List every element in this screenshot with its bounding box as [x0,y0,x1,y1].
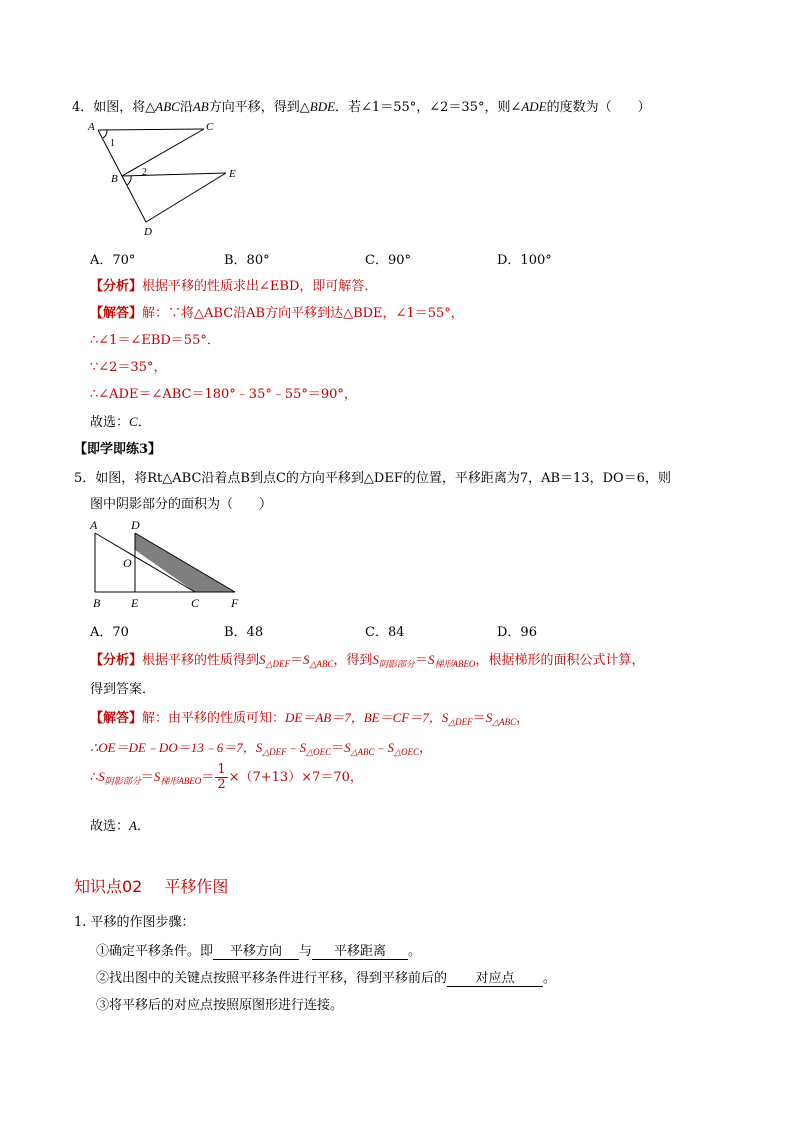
q5-option-a[interactable]: A．70 [90,625,129,640]
answer-tag: 【解答】 [90,306,143,321]
answer-tag: 【解答】 [90,711,143,726]
label-O: O [123,556,132,570]
label-A: A [90,518,98,532]
label-angle-2: 2 [142,167,147,178]
q4-option-c[interactable]: C．90° [365,253,411,268]
segment-be [122,173,226,176]
q4-option-d[interactable]: D．100° [497,253,552,268]
section-heading-title: 平移作图 [164,877,229,896]
analysis-tag: 【分析】 [90,279,143,294]
q4-figure [86,118,246,240]
label-B: B [111,173,118,185]
q4-option-b[interactable]: B．80° [224,253,270,268]
step-2: ②找出图中的关键点按照平移条件进行平移，得到平移前后的 对应点 。 [96,967,556,987]
q4-stem: 4．如图，将△ABC沿AB方向平移，得到△BDE．若∠1＝55°，∠2＝35°，则∠ADE的度数为（ ） [72,99,651,115]
q5-option-b[interactable]: B．48 [224,625,264,640]
q5-stem-line2: 图中阴影部分的面积为（ ） [90,497,273,512]
q5-option-c[interactable]: C．84 [365,625,405,640]
q5-stem-line1: 5．如图，将Rt△ABC沿着点B到点C的方向平移到△DEF的位置，平移距离为7，AB＝13，DO＝6，则 [74,471,671,486]
label-A: A [88,121,95,133]
section-item-1: 1. 平移的作图步骤： [74,915,195,930]
label-D: D [144,226,152,238]
segment-ac [98,129,204,130]
label-E: E [131,596,139,610]
segment-cb [122,129,204,176]
step-3: ③将平移后的对应点按照原图形进行连接。 [96,998,344,1013]
q4-answer-line2: ∴∠1＝∠EBD＝55°． [90,333,220,348]
fraction-one-half: $\frac{1}{2}$ [217,762,226,792]
q4-choice: 故选：C． [90,414,151,430]
q5-analysis-line1: 【分析】根据平移的性质得到$S_{\triangle DEF}=S_{\triangle ABC}$，得到$S_{阴影部分}=S_{梯形ABEO}$，根据梯形的面积公式计算， [90,652,645,669]
label-E: E [229,168,236,180]
section-heading-num: 知识点02 [74,877,143,896]
label-C: C [191,596,200,610]
angle-2-arc [127,176,131,185]
q5-choice: 故选：A． [90,818,150,834]
label-C: C [206,121,214,133]
angle-1-arc [103,130,107,138]
q4-answer-line4: ∴∠ADE＝∠ABC＝180°﹣35°﹣55°＝90°， [90,387,357,402]
q5-figure [86,516,246,612]
blank-corresponding-points: 对应点 [447,967,543,987]
q5-answer-line2: ∴OE＝DE﹣DO＝13﹣6＝7，$S_{\triangle DEF}﹣S_{\triangle OEC}=S_{\triangle ABC}﹣S_{\triangle OEC}$， [90,740,432,757]
q5-answer-line1: 【解答】解：由平移的性质可知：DE＝AB＝7，BE＝CF＝7，$S_{\triangle DEF}=S_{\triangle ABC}$， [90,710,530,727]
label-F: F [231,596,239,610]
q5-analysis-line2: 得到答案． [90,682,156,697]
analysis-tag: 【分析】 [90,653,143,668]
label-angle-1: 1 [110,138,115,149]
section-heading [74,874,228,897]
q4-answer-line3: ∵∠2＝35°， [90,360,167,375]
segment-ed [146,173,226,222]
label-D: D [131,518,140,532]
q5-option-d[interactable]: D．96 [497,625,537,640]
q4-option-a[interactable]: A．70° [90,253,136,268]
label-B: B [93,596,101,610]
q5-answer-line3: $\therefore S_{阴影部分}=S_{梯形ABEO}=$ $\frac{1}{2}$ ×（7+13）×7＝70， [90,762,363,792]
step-1: ①确定平移条件。即 平移方向 与 平移距离 。 [96,940,421,960]
q4-analysis: 【分析】根据平移的性质求出∠EBD，即可解答． [90,279,378,294]
blank-direction: 平移方向 [213,940,299,960]
q4-answer-line1: 【解答】解：∵将△ABC沿AB方向平移到达△BDE，∠1＝55°， [90,306,464,321]
practice-tag: 【即学即练3】 [74,442,162,457]
blank-distance: 平移距离 [312,940,408,960]
